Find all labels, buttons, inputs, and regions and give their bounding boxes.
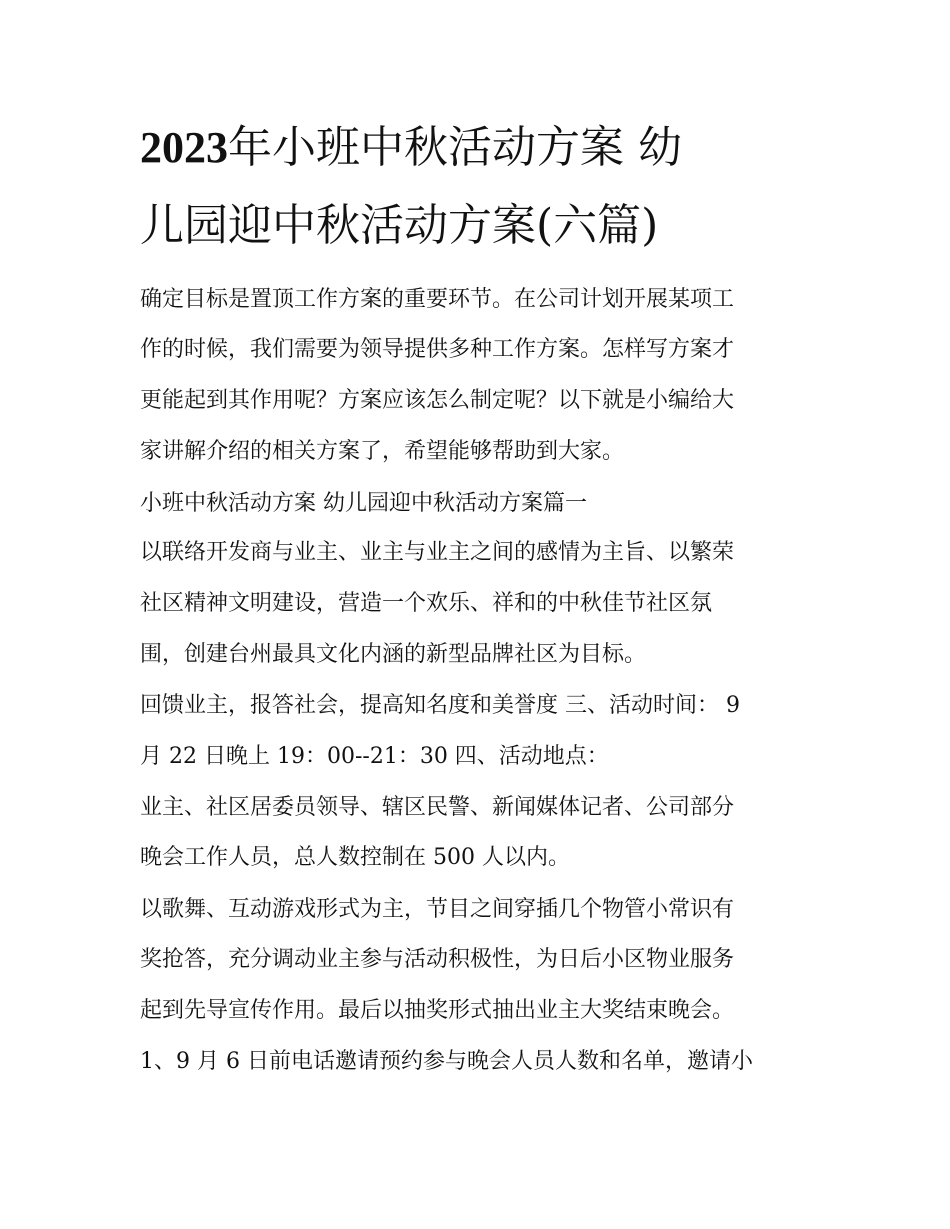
body-text-line: 起到先导宣传作用。最后以抽奖形式抽出业主大奖结束晚会。	[140, 998, 735, 1023]
body-text-line: 围，创建台州最具文化内涵的新型品牌社区为目标。	[140, 642, 647, 667]
body-text-line: 更能起到其作用呢？方案应该怎么制定呢？以下就是小编给大	[140, 388, 735, 413]
body-text-line: 1、9 月 6 日前电话邀请预约参与晚会人员人数和名单，邀请小	[140, 1049, 753, 1074]
body-text-line: 晚会工作人员，总人数控制在 500 人以内。	[140, 845, 570, 870]
document-title-line-2: 儿园迎中秋活动方案(六篇)	[140, 200, 659, 251]
body-text-line: 回馈业主，报答社会，提高知名度和美誉度 三、活动时间： 9	[140, 693, 740, 718]
body-text-line: 月 22 日晚上 19：00--21：30 四、活动地点：	[140, 744, 609, 769]
title-year: 2023	[140, 123, 228, 172]
body-text-line: 确定目标是置顶工作方案的重要环节。在公司计划开展某项工	[140, 287, 735, 312]
body-text-line: 以联络开发商与业主、业主与业主之间的感情为主旨、以繁荣	[140, 540, 735, 565]
body-text-line: 奖抢答，充分调动业主参与活动积极性，为日后小区物业服务	[140, 947, 735, 972]
document-title-line-1	[140, 122, 840, 174]
title-line-1-text: 年小班中秋活动方案 幼	[228, 122, 682, 173]
section-heading: 小班中秋活动方案 幼儿园迎中秋活动方案篇一	[140, 491, 587, 516]
body-text-line: 社区精神文明建设，营造一个欢乐、祥和的中秋佳节社区氛	[140, 591, 713, 616]
body-text-line: 作的时候，我们需要为领导提供多种工作方案。怎样写方案才	[140, 337, 735, 362]
body-text-line: 业主、社区居委员领导、辖区民警、新闻媒体记者、公司部分	[140, 795, 735, 820]
body-text-line: 家讲解介绍的相关方案了，希望能够帮助到大家。	[140, 439, 625, 464]
body-text-line: 以歌舞、互动游戏形式为主，节目之间穿插几个物管小常识有	[140, 897, 735, 922]
